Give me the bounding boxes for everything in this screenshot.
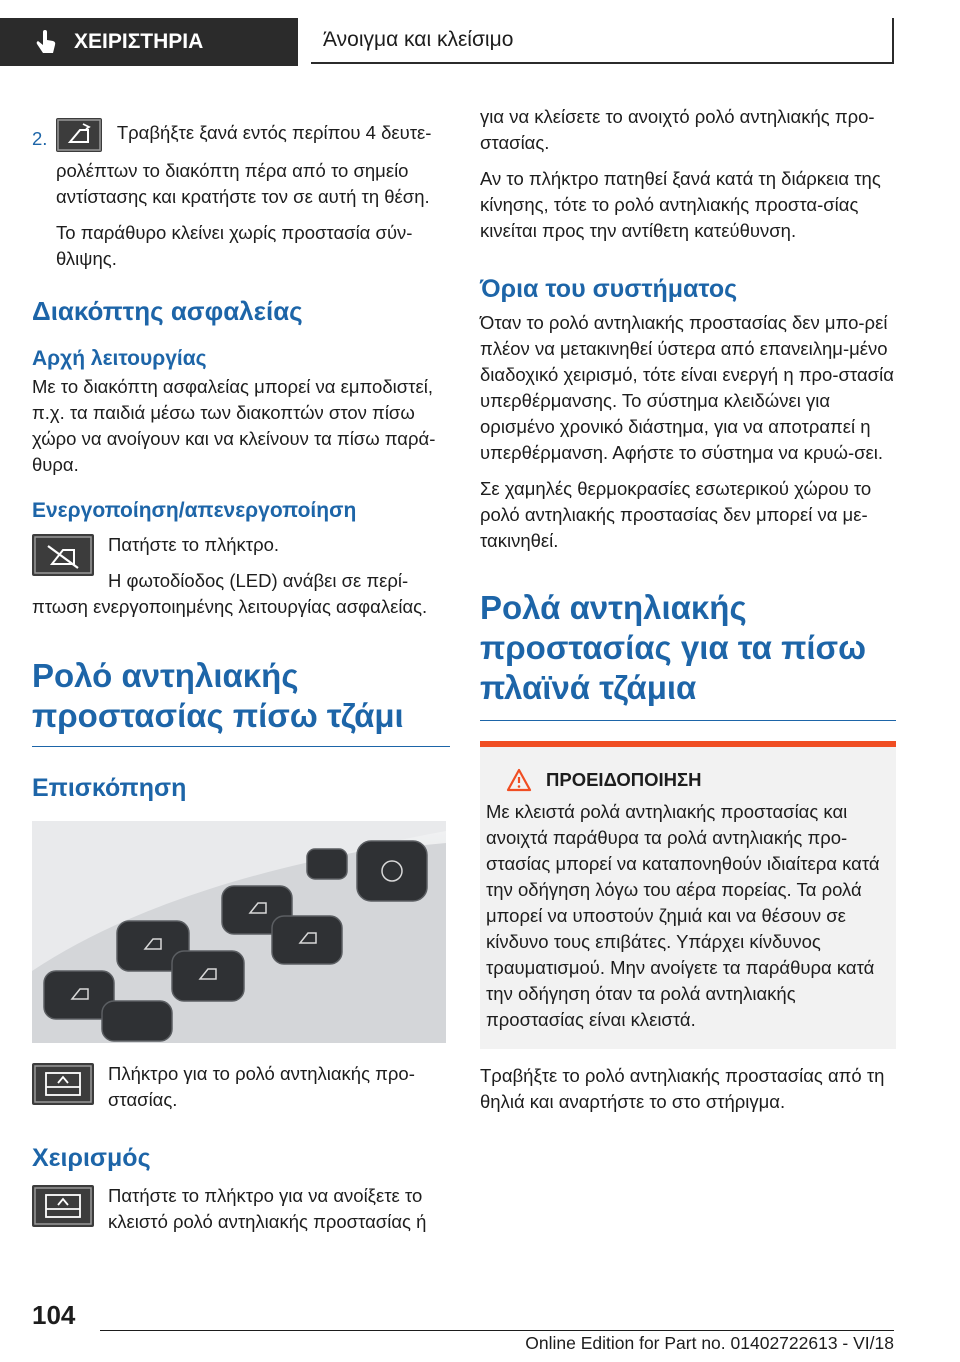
limits-text: Όταν το ρολό αντηλιακής προστασίας δεν μπο-ρεί πλέον να μετακινηθεί ύστερα από επανειλημ-μένο διαδοχικό χειρισμό, τότε είναι ενεργή η προ-στασία υπερθέρμανσης. Το σύστημα κλειδώνει για ορισμένο χρονικό διάστημα, για να αποτραπεί η υπερθέρμανση. Αφήστε το σύστημα να κρυώ-σει. — [480, 312, 894, 463]
step-2 — [32, 120, 450, 272]
activation-row — [32, 532, 450, 558]
operation-text: Πατήστε το πλήκτρο για να ανοίξετε το κλειστό ρολό αντηλιακής προστασίας ή — [108, 1185, 427, 1232]
pointing-hand-icon — [34, 29, 74, 55]
sun-blind-button-icon — [32, 1063, 94, 1105]
warning-triangle-icon — [506, 768, 532, 792]
operation-heading: Χειρισμός — [32, 1144, 151, 1172]
edition-text: Online Edition for Part no. 01402722613 - VI/18 — [525, 1333, 894, 1353]
warning-header — [486, 767, 890, 793]
window-switch-photo — [32, 821, 446, 1043]
page-number: 104 — [32, 1300, 76, 1330]
safety-switch-heading: Διακόπτης ασφαλείας — [32, 296, 303, 326]
blind-key-text: Πλήκτρο για το ρολό αντηλιακής προ-στασίας. — [108, 1063, 415, 1110]
section-tab — [0, 18, 298, 66]
right-column — [480, 104, 896, 1125]
rear-blind-heading: Ρολό αντηλιακής προστασίας πίσω τζάμι — [32, 656, 450, 747]
activation-heading: Ενεργοποίηση/απενεργοποίηση — [32, 499, 357, 522]
warning-title: ΠΡΟΕΙΔΟΠΟΙΗΣΗ — [546, 769, 702, 790]
chapter-title: Άνοιγμα και κλείσιμο — [323, 28, 514, 51]
footer-rule — [100, 1330, 894, 1331]
reverse-text: Αν το πλήκτρο πατηθεί ξανά κατά τη διάρκεια της κίνησης, τότε το ρολό αντηλιακής προστα-σίας κινείται προς την αντίθετη κατεύθυνση. — [480, 168, 881, 241]
blind-key-row — [32, 1061, 450, 1113]
sun-blind-button-icon — [32, 1185, 94, 1227]
limits-heading: Όρια του συστήματος — [480, 275, 738, 303]
step-2-text-b: ρολέπτων το διακόπτη πέρα από το σημείο αντίστασης και κρατήστε τον σε αυτή τη θέση. — [56, 160, 430, 207]
cold-text: Σε χαμηλές θερμοκρασίες εσωτερικού χώρου το ρολό αντηλιακής προστασίας δεν μπορεί να με-τακινηθεί. — [480, 478, 872, 551]
principle-text: Με το διακόπτη ασφαλείας μπορεί να εμποδιστεί, π.χ. τα παιδιά μέσω των διακοπτών στον πίσω χώρο να ανοίγουν και να κλείνουν τα πίσω παρά-θυρα. — [32, 376, 436, 475]
step-2-text-a: Τραβήξτε ξανά εντός περίπου 4 δευτε- — [116, 122, 432, 143]
step-2-note: Το παράθυρο κλείνει χωρίς προστασία σύν-θλιψης. — [56, 222, 413, 269]
pull-text: Τραβήξτε το ρολό αντηλιακής προστασίας από τη θηλιά και αναρτήστε το στο στήριγμα. — [480, 1065, 885, 1112]
operation-row — [32, 1183, 450, 1235]
section-title: ΧΕΙΡΙΣΤΗΡΙΑ — [74, 30, 204, 53]
step-number: 2. — [32, 128, 48, 149]
window-switch-icon — [56, 118, 102, 152]
left-column — [32, 120, 450, 1245]
side-blinds-heading: Ρολά αντηλιακής προστασίας για τα πίσω πλαϊνά τζάμια — [480, 588, 896, 721]
warning-box — [480, 741, 896, 1049]
warning-text: Με κλειστά ρολά αντηλιακής προστασίας και ανοιχτά παράθυρα τα ρολά αντηλιακής προ-στασίας μπορεί να καταπονηθούν ιδιαίτερα κατά την οδήγηση λόγω του αέρα πορείας. Τα ρολά μπορεί να υποστούν ζημιά και να θέσουν σε κίνδυνο τους επιβάτες. Υπάρχει κίνδυνος τραυματισμού. Μην ανοίγετε τα παράθυρα κατά την οδήγηση όταν τα ρολά αντηλιακής προστασίας είναι κλειστά. — [486, 801, 880, 1030]
activation-led: Η φωτοδίοδος (LED) ανάβει σε περί-πτωση ενεργοποιημένης λειτουργίας ασφαλείας. — [32, 570, 428, 617]
activation-press: Πατήστε το πλήκτρο. — [108, 534, 280, 555]
continued-text: για να κλείσετε το ανοιχτό ρολό αντηλιακής προ-στασίας. — [480, 106, 875, 153]
safety-switch-icon — [32, 534, 94, 576]
principle-heading: Αρχή λειτουργίας — [32, 347, 207, 370]
overview-heading: Επισκόπηση — [32, 774, 187, 802]
chapter-header — [311, 18, 894, 64]
